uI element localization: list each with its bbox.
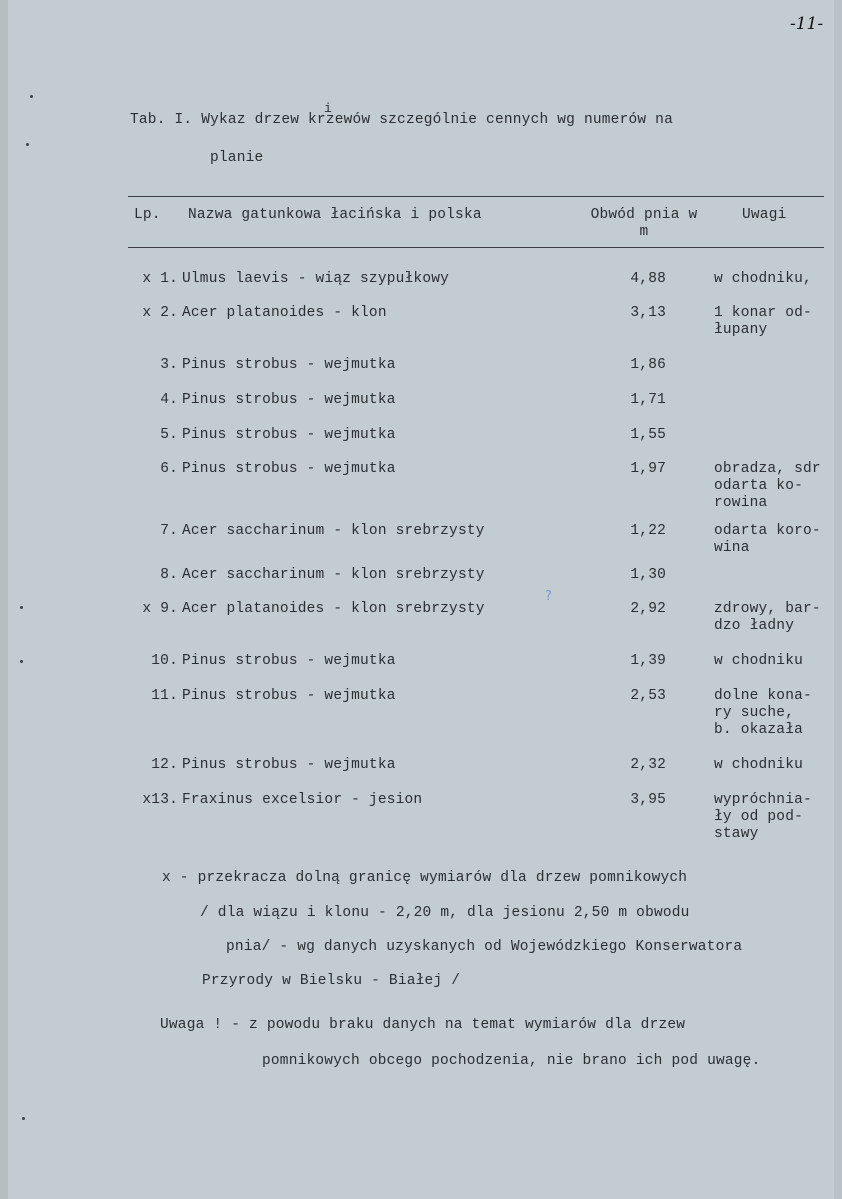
species-name: Acer platanoides - klon <box>182 305 387 321</box>
table-title-line2: planie <box>210 150 264 166</box>
table-row <box>0 461 842 511</box>
row-number: 3. <box>160 357 178 373</box>
row-number: 6. <box>160 461 178 477</box>
species-name: Pinus strobus - wejmutka <box>182 461 396 477</box>
notes-text: 1 konar od- łupany <box>714 305 812 338</box>
species-name: Acer saccharinum - klon srebrzysty <box>182 567 485 583</box>
paper-edge-left <box>0 0 8 1199</box>
notes-text: w chodniku <box>714 653 804 669</box>
row-number: x13. <box>142 792 178 808</box>
table-row <box>0 427 842 443</box>
row-number: 8. <box>160 567 178 583</box>
header-bottom-rule <box>128 247 824 248</box>
row-number: 4. <box>160 392 178 408</box>
table-row <box>0 392 842 408</box>
girth-value: 2,92 <box>630 601 666 617</box>
girth-value: 3,95 <box>630 792 666 808</box>
species-name: Pinus strobus - wejmutka <box>182 653 396 669</box>
girth-value: 4,88 <box>630 271 666 287</box>
table-title-line1: Tab. I. Wykaz drzew krzewów szczególnie cennych wg numerów na <box>130 112 673 128</box>
species-name: Pinus strobus - wejmutka <box>182 357 396 373</box>
row-number: x 9. <box>142 601 178 617</box>
table-row <box>0 357 842 373</box>
paper-edge-right <box>834 0 842 1199</box>
row-number: 11. <box>151 688 178 704</box>
row-number: 7. <box>160 523 178 539</box>
table-top-rule <box>128 196 824 197</box>
notes-text: odarta koro- wina <box>714 523 821 556</box>
row-number: x 2. <box>142 305 178 321</box>
header-species-name: Nazwa gatunkowa łacińska i polska <box>188 207 482 223</box>
girth-value: 3,13 <box>630 305 666 321</box>
girth-value: 1,39 <box>630 653 666 669</box>
notes-text: w chodniku, <box>714 271 812 287</box>
table-row <box>0 601 842 634</box>
margin-dot <box>20 660 23 663</box>
notes-text: w chodniku <box>714 757 804 773</box>
margin-dot <box>26 143 29 146</box>
table-row <box>0 792 842 842</box>
species-name: Fraxinus excelsior - jesion <box>182 792 423 808</box>
row-number: 12. <box>151 757 178 773</box>
footnote-line4: Przyrody w Bielsku - Białej / <box>202 973 461 989</box>
species-name: Ulmus laevis - wiąz szypułkowy <box>182 271 450 287</box>
girth-value: 2,32 <box>630 757 666 773</box>
species-name: Pinus strobus - wejmutka <box>182 757 396 773</box>
handwritten-question-mark: ? <box>545 589 552 604</box>
header-lp: Lp. <box>134 207 161 223</box>
girth-value: 1,97 <box>630 461 666 477</box>
species-name: Pinus strobus - wejmutka <box>182 427 396 443</box>
girth-value: 1,86 <box>630 357 666 373</box>
table-row <box>0 757 842 773</box>
girth-value: 1,55 <box>630 427 666 443</box>
margin-dot <box>22 1117 25 1120</box>
table-row <box>0 523 842 556</box>
margin-dot <box>30 95 33 98</box>
girth-value: 2,53 <box>630 688 666 704</box>
margin-dot <box>20 606 23 609</box>
row-number: 5. <box>160 427 178 443</box>
table-row <box>0 688 842 738</box>
footnote-line3: pnia/ - wg danych uzyskanych od Wojewódzkiego Konserwatora <box>226 939 743 955</box>
table-row <box>0 305 842 338</box>
page-number: -11- <box>790 14 824 34</box>
girth-value: 1,71 <box>630 392 666 408</box>
remark-line2: pomnikowych obcego pochodzenia, nie brano ich pod uwagę. <box>262 1053 761 1069</box>
footnote-line1: x - przekracza dolną granicę wymiarów dla drzew pomnikowych <box>162 870 688 886</box>
footnote-line2: / dla wiązu i klonu - 2,20 m, dla jesionu 2,50 m obwodu <box>200 905 690 921</box>
notes-text: dolne kona- ry suche, b. okazała <box>714 688 812 738</box>
species-name: Acer platanoides - klon srebrzysty <box>182 601 485 617</box>
remark-line1: Uwaga ! - z powodu braku danych na temat wymiarów dla drzew <box>160 1017 686 1033</box>
table-row <box>0 271 842 287</box>
species-name: Pinus strobus - wejmutka <box>182 392 396 408</box>
notes-text: obradza, sdr odarta ko- rowina <box>714 461 821 511</box>
species-name: Acer saccharinum - klon srebrzysty <box>182 523 485 539</box>
title-superscript: i <box>324 101 333 116</box>
girth-value: 1,30 <box>630 567 666 583</box>
notes-text: wypróchnia- ły od pod- stawy <box>714 792 812 842</box>
header-notes: Uwagi <box>742 207 787 223</box>
species-name: Pinus strobus - wejmutka <box>182 688 396 704</box>
row-number: x 1. <box>142 271 178 287</box>
notes-text: zdrowy, bar- dzo ładny <box>714 601 821 634</box>
girth-value: 1,22 <box>630 523 666 539</box>
table-row <box>0 653 842 669</box>
table-row <box>0 567 842 583</box>
row-number: 10. <box>151 653 178 669</box>
header-girth: Obwód pnia w m <box>590 207 698 240</box>
